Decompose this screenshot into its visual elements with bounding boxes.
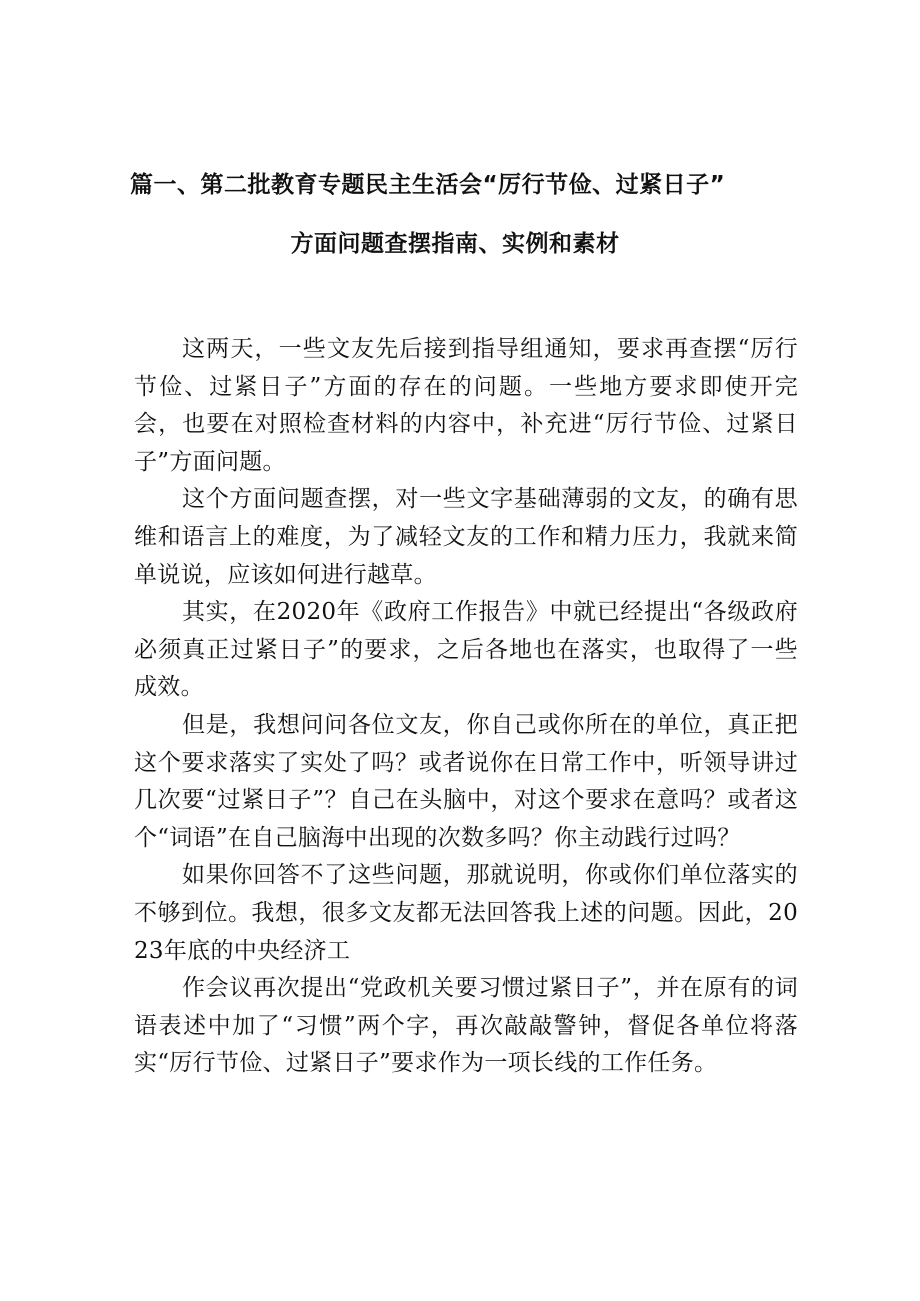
paragraph: 但是，我想问问各位文友，你自己或你所在的单位，真正把这个要求落实了实处了吗？或者说你在日常工作中，听领导讲过几次要“过紧日子”？自己在头脑中，对这个要求在意吗？或者这个“词语”在自己脑海中出现的次数多吗？你主动践行过吗？ (134, 711, 798, 851)
paragraph: 作会议再次提出“党政机关要习惯过紧日子”，并在原有的词语表述中加了“习惯”两个字，再次敲敲警钟，督促各单位将落实“厉行节俭、过紧日子”要求作为一项长线的工作任务。 (134, 975, 798, 1077)
paragraph: 这两天，一些文友先后接到指导组通知，要求再查摆“厉行节俭、过紧日子”方面的存在的问题。一些地方要求即使开完会，也要在对照检查材料的内容中，补充进“厉行节俭、过紧日子”方面问题。 (134, 336, 798, 475)
paragraph: 如果你回答不了这些问题，那就说明，你或你们单位落实的不够到位。我想，很多文友都无法回答我上述的问题。因此，2023年底的中央经济工 (134, 862, 798, 964)
document-title-line-2: 方面问题查摆指南、实例和素材 (290, 231, 620, 257)
document-title-line-1: 篇一、第二批教育专题民主生活会“厉行节俭、过紧日子” (130, 172, 726, 198)
paragraph: 这个方面问题查摆，对一些文字基础薄弱的文友，的确有思维和语言上的难度，为了减轻文友的工作和精力压力，我就来简单说说，应该如何进行越草。 (134, 486, 798, 588)
paragraph: 其实，在2020年《政府工作报告》中就已经提出“各级政府必须真正过紧日子”的要求，之后各地也在落实，也取得了一些成效。 (134, 599, 798, 701)
document-body (134, 331, 798, 1083)
